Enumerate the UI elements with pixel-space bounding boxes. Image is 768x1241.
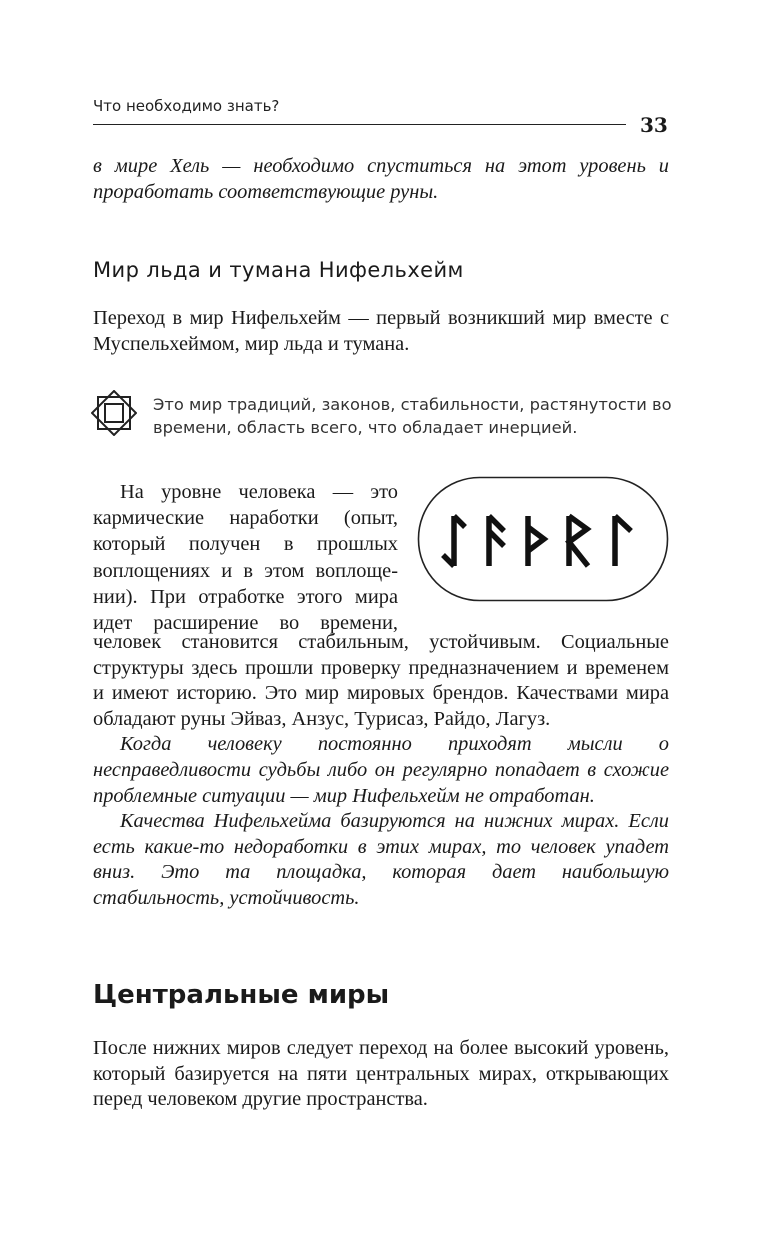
wrapped-line: идет расширение во времени, <box>93 612 398 635</box>
wrapped-line: нии). При отработке этого мира <box>93 585 398 608</box>
continuation-text: человек становится стабильным, устойчивым. Социальные структуры здесь прошли проверку предназначением и временем и имеют историю. Это мир мировых брендов. Качествами мира обладают руны Эйваз, Анзус, Турисаз, Райдо, Лагуз. <box>93 631 669 730</box>
section-text: После нижних миров следует переход на более высокий уровень, который базируется на пяти центральных мирах, открывающих перед человеком другие пространства. <box>93 1037 669 1111</box>
rune-raido-icon <box>569 516 588 566</box>
rune-ansuz-icon <box>489 516 504 566</box>
header-title: Что необходимо знать? <box>93 97 280 115</box>
header-rule <box>93 124 626 125</box>
section-title: Центральные миры <box>93 980 390 1010</box>
page-number: 33 <box>640 113 668 137</box>
main-paragraphs <box>93 630 669 912</box>
lead-text: Переход в мир Нифельхейм — первый возникший мир вместе с Муспельхеймом, мир льда и тумана. <box>93 307 669 355</box>
wrapped-line: который получен в прошлых <box>93 533 398 556</box>
intro-text: в мире Хель — необходимо спуститься на этот уровень и проработать соответствующие руны. <box>93 155 669 203</box>
wrapped-line: кармические наработки (опыт, <box>93 507 398 530</box>
nested-squares-icon <box>91 390 137 436</box>
wrapped-line: воплощениях и в этом воплоще- <box>93 559 398 582</box>
section-paragraph <box>93 1036 669 1113</box>
wrapped-line: На уровне человека — это <box>120 481 398 503</box>
italic-paragraph-2: Качества Нифельхейма базируются на нижних мирах. Если есть какие-то недоработки в этих мирах, то человек упадет вниз. Это та площадка, которая дает наибольшую стабильность, устойчивость. <box>93 810 669 909</box>
intro-paragraph <box>93 154 669 205</box>
rune-laguz-icon <box>615 516 631 566</box>
subsection-title: Мир льда и тумана Нифельхейм <box>93 258 464 282</box>
rune-thurisaz-icon <box>528 516 544 566</box>
wrapped-paragraph <box>93 479 398 636</box>
subsection-lead <box>93 306 669 357</box>
rune-eihwaz-icon <box>443 516 465 566</box>
callout-text: Это мир традиций, законов, стабильности, растянутости во времени, область всего, что обладает инерцией. <box>153 395 672 437</box>
runes-badge-icon <box>417 476 669 602</box>
italic-paragraph-1: Когда человеку постоянно приходят мысли о несправедливости судьбы либо он регулярно попадает в схожие проблемные ситуации — мир Нифельхейм не отработан. <box>93 733 669 807</box>
